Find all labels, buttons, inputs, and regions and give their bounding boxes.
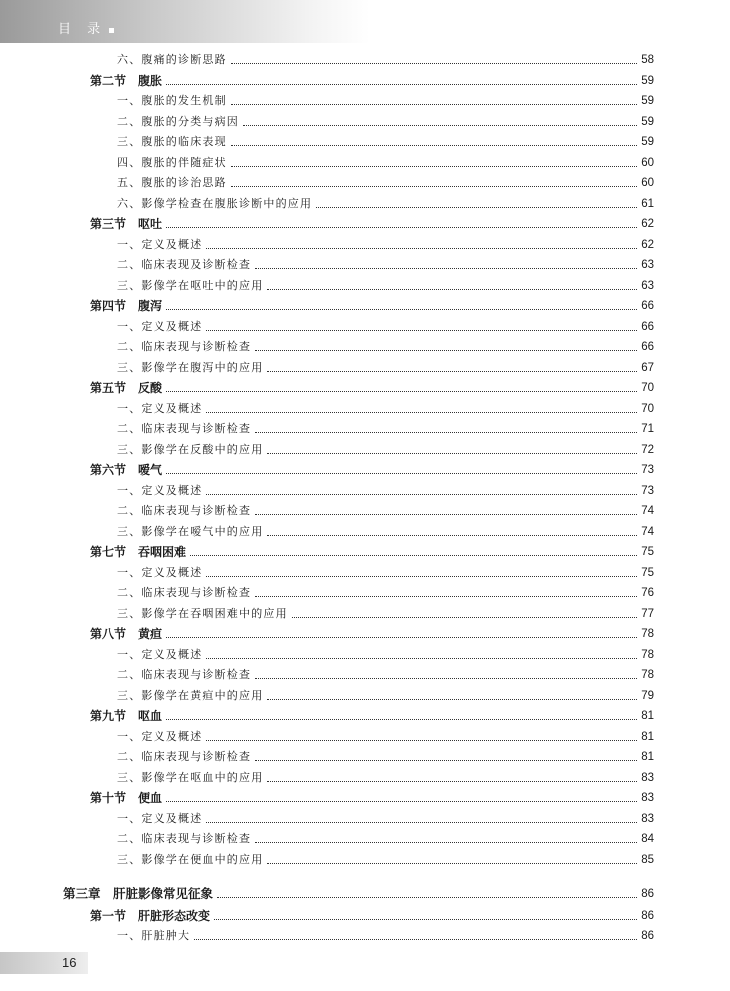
toc-item-entry[interactable] [117,236,654,252]
toc-entry-page: 60 [641,156,654,169]
toc-section-entry[interactable] [90,379,654,395]
toc-entry-page: 62 [641,218,654,230]
toc-entry-title: 二、临床表现与诊断检查 [117,832,252,845]
toc-dot-leader [255,842,637,843]
toc-entry-title: 第九节 呕血 [90,709,163,723]
toc-entry-page: 66 [641,341,654,353]
toc-entry-title: 第七节 吞咽困难 [90,545,187,559]
toc-item-entry[interactable] [117,174,654,190]
toc-entry-title: 第四节 腹泻 [90,299,163,313]
toc-entry-page: 85 [641,853,654,866]
toc-dot-leader [190,555,637,556]
toc-entry-title: 三、影像学在反酸中的应用 [117,442,264,456]
toc-dot-leader [255,432,637,433]
toc-item-entry[interactable] [117,400,654,416]
toc-entry-title: 六、影像学检查在腹胀诊断中的应用 [117,196,313,210]
toc-dot-leader [255,268,637,269]
toc-entry-page: 79 [641,689,654,702]
toc-entry-title: 三、影像学在呕吐中的应用 [117,278,264,292]
toc-entry-page: 81 [641,751,654,763]
toc-entry-title: 五、腹胀的诊治思路 [117,176,227,189]
toc-item-entry[interactable] [117,502,654,518]
toc-entry-page: 63 [641,259,654,271]
toc-dot-leader [267,371,637,372]
toc-dot-leader [206,248,637,249]
toc-dot-leader [292,617,637,618]
toc-item-entry[interactable] [117,810,654,826]
toc-entry-title: 三、影像学在嗳气中的应用 [117,524,264,538]
toc-entry-page: 60 [641,177,654,189]
toc-item-entry[interactable] [117,687,654,703]
toc-entry-page: 74 [641,505,654,517]
toc-item-entry[interactable] [117,154,654,170]
toc-entry-title: 二、临床表现与诊断检查 [117,750,252,763]
toc-entry-title: 第六节 嗳气 [90,463,163,477]
toc-entry-page: 86 [641,888,654,900]
toc-entry-page: 70 [641,382,654,394]
toc-section-entry[interactable] [90,461,654,477]
toc-entry-page: 61 [641,197,654,210]
toc-dot-leader [206,658,637,659]
toc-item-entry[interactable] [117,92,654,108]
toc-dot-leader [255,596,637,597]
toc-item-entry[interactable] [117,605,654,621]
toc-entry-page: 78 [641,669,654,681]
toc-item-entry[interactable] [117,482,654,498]
toc-section-entry[interactable] [90,215,654,231]
toc-item-entry[interactable] [117,646,654,662]
toc-entry-page: 84 [641,833,654,845]
toc-item-entry[interactable] [117,51,654,67]
toc-dot-leader [166,801,637,802]
toc-entry-page: 59 [641,136,654,148]
toc-item-entry[interactable] [117,318,654,334]
toc-dot-leader [267,781,637,782]
toc-entry-title: 三、影像学在黄疸中的应用 [117,688,264,702]
toc-section-entry[interactable] [90,789,654,805]
toc-dot-leader [206,412,637,413]
toc-entry-page: 66 [641,300,654,312]
toc-entry-title: 三、影像学在腹泻中的应用 [117,360,264,374]
toc-entry-title: 二、临床表现与诊断检查 [117,422,252,435]
toc-item-entry[interactable] [117,113,654,129]
toc-dot-leader [206,494,637,495]
toc-item-entry[interactable] [117,195,654,211]
toc-entry-page: 67 [641,361,654,374]
toc-entry-page: 62 [641,238,654,251]
toc-item-entry[interactable] [117,666,654,682]
toc-item-entry[interactable] [117,851,654,867]
toc-entry-page: 71 [641,423,654,435]
header-title: 目 录 [58,22,107,37]
toc-dot-leader [214,919,637,920]
toc-entry-title: 二、临床表现与诊断检查 [117,340,252,353]
toc-entry-page: 83 [641,771,654,784]
toc-entry-page: 63 [641,279,654,292]
toc-dot-leader [206,822,637,823]
toc-entry-page: 78 [641,648,654,661]
toc-section-entry[interactable] [90,907,654,923]
toc-entry-title: 一、定义及概述 [117,811,203,825]
toc-dot-leader [206,740,637,741]
toc-dot-leader [166,84,637,85]
toc-entry-page: 74 [641,525,654,538]
page-number: 16 [62,955,77,970]
toc-item-entry[interactable] [117,359,654,375]
toc-entry-page: 59 [641,74,654,87]
toc-entry-page: 75 [641,546,654,558]
toc-entry-page: 70 [641,402,654,415]
toc-dot-leader [231,63,637,64]
toc-dot-leader [194,939,637,940]
toc-entry-title: 二、临床表现与诊断检查 [117,504,252,517]
toc-entry-title: 三、影像学在吞咽困难中的应用 [117,606,288,620]
toc-item-entry[interactable] [117,441,654,457]
toc-entry-page: 81 [641,710,654,722]
toc-item-entry[interactable] [117,256,654,272]
toc-dot-leader [267,535,637,536]
toc-entry-page: 86 [641,930,654,942]
toc-entry-page: 58 [641,54,654,66]
toc-entry-title: 六、腹痛的诊断思路 [117,53,227,66]
toc-item-entry[interactable] [117,584,654,600]
toc-item-entry[interactable] [117,830,654,846]
toc-item-entry[interactable] [117,133,654,149]
toc-entry-title: 一、定义及概述 [117,483,203,497]
toc-dot-leader [255,514,637,515]
toc-entry-page: 66 [641,320,654,333]
header-band [0,0,370,43]
toc-entry-page: 83 [641,792,654,804]
toc-entry-title: 第三章 肝脏影像常见征象 [63,886,214,901]
toc-chapter-entry[interactable] [63,885,654,901]
toc-entry-title: 二、临床表现与诊断检查 [117,668,252,681]
toc-entry-title: 第三节 呕吐 [90,217,163,231]
toc-entry-title: 二、腹胀的分类与病因 [117,114,239,128]
toc-item-entry[interactable] [117,338,654,354]
toc-dot-leader [206,576,637,577]
toc-entry-title: 三、腹胀的临床表现 [117,135,227,148]
toc-dot-leader [217,897,637,898]
toc-dot-leader [267,863,637,864]
toc-dot-leader [316,207,637,208]
toc-dot-leader [166,473,637,474]
toc-item-entry[interactable] [117,728,654,744]
toc-entry-page: 72 [641,443,654,456]
toc-entry-page: 75 [641,566,654,579]
toc-entry-title: 一、定义及概述 [117,401,203,415]
toc-entry-title: 第一节 肝脏形态改变 [90,909,211,923]
toc-dot-leader [166,309,637,310]
toc-section-entry[interactable] [90,543,654,559]
toc-dot-leader [206,330,637,331]
toc-dot-leader [231,104,637,105]
toc-entry-page: 59 [641,115,654,128]
toc-entry-page: 59 [641,95,654,107]
toc-entry-title: 三、影像学在便血中的应用 [117,852,264,866]
toc-item-entry[interactable] [117,927,654,943]
toc-entry-title: 第五节 反酸 [90,381,163,395]
toc-dot-leader [166,227,637,228]
toc-entry-title: 一、腹胀的发生机制 [117,94,227,107]
toc-entry-page: 76 [641,587,654,599]
toc-dot-leader [243,125,637,126]
header-dot-icon [109,28,114,33]
toc-dot-leader [166,719,637,720]
toc-item-entry[interactable] [117,748,654,764]
toc-entry-title: 二、临床表现及诊断检查 [117,258,252,271]
toc-entry-title: 第二节 腹胀 [90,73,163,88]
toc-entry-page: 73 [641,484,654,497]
toc-entry-title: 一、定义及概述 [117,565,203,579]
toc-section-entry[interactable] [90,72,654,88]
toc-entry-title: 一、肝脏肿大 [117,929,191,942]
toc-dot-leader [255,350,637,351]
toc-dot-leader [255,760,637,761]
toc-section-entry[interactable] [90,625,654,641]
toc-dot-leader [231,166,637,167]
toc-dot-leader [166,391,637,392]
toc-dot-leader [267,699,637,700]
toc-dot-leader [267,289,637,290]
toc-entry-page: 78 [641,628,654,640]
toc-entry-page: 73 [641,464,654,476]
toc-entry-title: 一、定义及概述 [117,729,203,743]
toc-entry-title: 第八节 黄疸 [90,627,163,641]
toc-entry-title: 一、定义及概述 [117,647,203,661]
toc-entry-page: 83 [641,812,654,825]
toc-entry-title: 第十节 便血 [90,791,163,805]
toc-item-entry[interactable] [117,420,654,436]
toc-entry-title: 一、定义及概述 [117,237,203,251]
toc-item-entry[interactable] [117,769,654,785]
toc-dot-leader [231,145,637,146]
toc-item-entry[interactable] [117,564,654,580]
toc-dot-leader [231,186,637,187]
toc-section-entry[interactable] [90,297,654,313]
toc-dot-leader [267,453,637,454]
toc-entry-page: 77 [641,607,654,620]
toc-entry-title: 三、影像学在呕血中的应用 [117,770,264,784]
toc-entry-page: 81 [641,730,654,743]
toc-section-entry[interactable] [90,707,654,723]
toc-entry-page: 86 [641,910,654,922]
toc-dot-leader [255,678,637,679]
toc-dot-leader [166,637,637,638]
toc-item-entry[interactable] [117,523,654,539]
toc-entry-title: 二、临床表现与诊断检查 [117,586,252,599]
toc-entry-title: 一、定义及概述 [117,319,203,333]
toc-item-entry[interactable] [117,277,654,293]
toc-entry-title: 四、腹胀的伴随症状 [117,155,227,169]
